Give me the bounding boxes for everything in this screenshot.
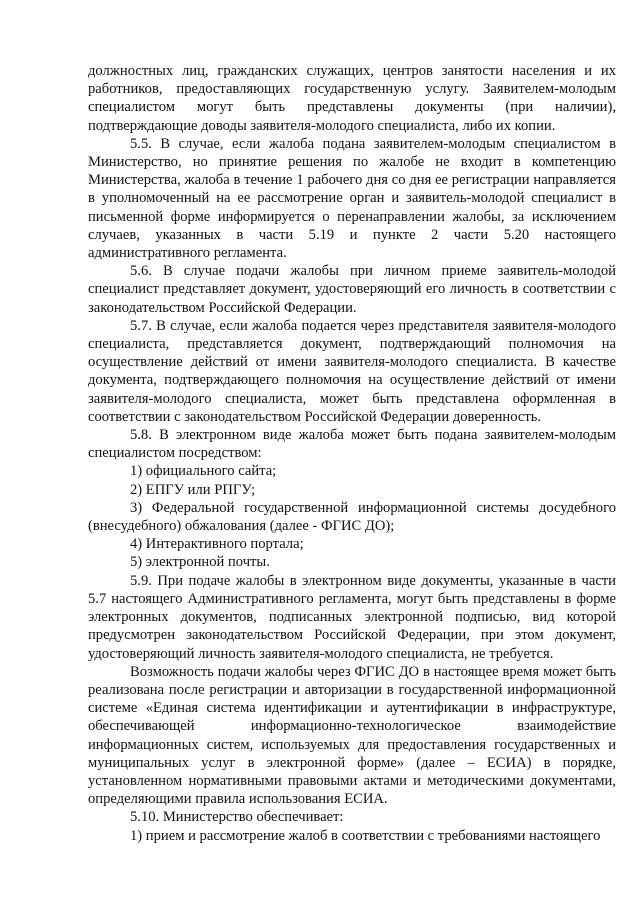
paragraph-complaint-documents: должностных лиц, гражданских служащих, центров занятости населения и их работников, предоставляющих государственную услугу. Заявителем-молодым специалистом могут быть представлены документы (при наличии), подтверждающие доводы заявителя-молодого специалиста, либо их копии. xyxy=(88,63,616,134)
list-item-email: 5) электронной почты. xyxy=(130,554,270,571)
list-item-epgu-rpgu: 2) ЕПГУ или РПГУ; xyxy=(130,481,256,498)
list-item-interactive-portal: 4) Интерактивного портала; xyxy=(130,536,304,553)
paragraph-5-10: 5.10. Министерство обеспечивает: xyxy=(130,809,344,826)
paragraph-5-7: 5.7. В случае, если жалоба подается через представителя заявителя-молодого специалиста, представляется документ, подтверждающий полномочия на осуществление действий от имени заявителя-молодого специалиста. В качестве документа, подтверждающего полномочия на осуществление действий от имени заявителя-молодого специалиста, может быть представлена оформленная в соответствии с законодательством Российской Федерации доверенность. xyxy=(88,317,616,425)
list-item-complaint-reception: 1) прием и рассмотрение жалоб в соответствии с требованиями настоящего xyxy=(130,827,601,844)
list-item-official-site: 1) официального сайта; xyxy=(130,463,277,480)
list-item-fgis-do: 3) Федеральной государственной информационной системы досудебного (внесудебного) обжалования (далее - ФГИС ДО); xyxy=(88,499,616,535)
paragraph-5-5: 5.5. В случае, если жалоба подана заявителем-молодым специалистом в Министерство, но принятие решения по жалобе не входит в компетенцию Министерства, жалоба в течение 1 рабочего дня со дня ее регистрации направляется в уполномоченный на ее рассмотрение орган и заявитель-молодой специалист в письменной форме информируется о перенаправлении жалобы, за исключением случаев, указанных в части 5.19 и пункте 2 части 5.20 настоящего административного регламента. xyxy=(88,135,616,262)
paragraph-5-6: 5.6. В случае подачи жалобы при личном приеме заявитель-молодой специалист представляет документ, удостоверяющий его личность в соответствии с законодательством Российской Федерации. xyxy=(88,263,616,316)
paragraph-5-9: 5.9. При подаче жалобы в электронном виде документы, указанные в части 5.7 настоящего Административного регламента, могут быть представлены в форме электронных документов, подписанных электронной подписью, вид которой предусмотрен законодательством Российской Федерации, при этом документ, удостоверяющий личность заявителя-молодого специалиста, не требуется. xyxy=(88,572,616,662)
document-body xyxy=(88,62,616,845)
paragraph-5-8: 5.8. В электронном виде жалоба может быть подана заявителем-молодым специалистом посредством: xyxy=(88,427,616,462)
paragraph-fgis-esia: Возможность подачи жалобы через ФГИС ДО в настоящее время может быть реализована после регистрации и авторизации в государственной информационной системе «Единая система идентификации и аутентификации в инфраструктуре, обеспечивающей информационно-технологическое взаимодействие информационных систем, используемых для предоставления государственных и муниципальных услуг в электронной форме» (далее – ЕСИА) в порядке, установленном нормативными правовыми актами и методическими документами, определяющими правила использования ЕСИА. xyxy=(88,663,616,808)
